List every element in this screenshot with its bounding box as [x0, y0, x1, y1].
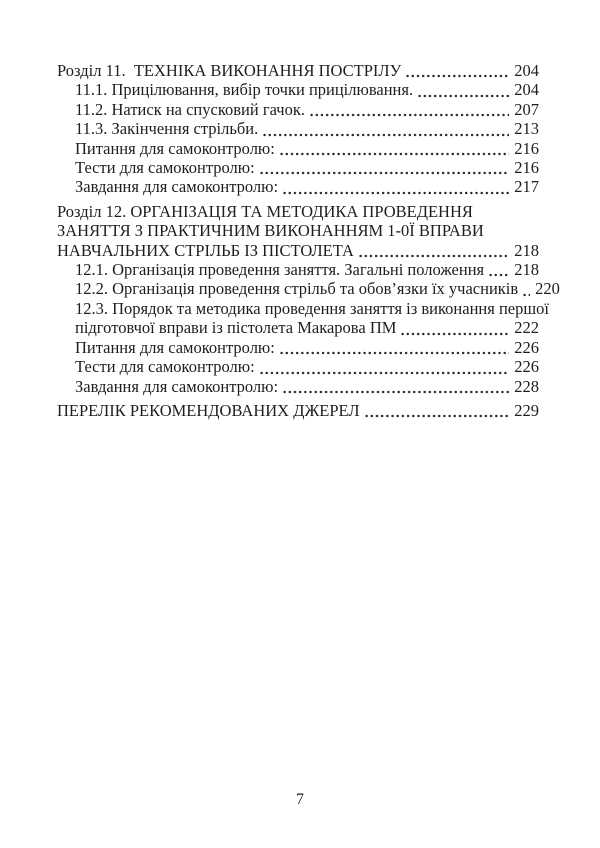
dot-leader	[282, 177, 509, 196]
entry-lines	[75, 279, 560, 299]
entry-lines	[75, 80, 539, 99]
toc-page-number: 216	[514, 138, 539, 158]
toc-page-number: 207	[514, 99, 539, 119]
toc-page-number: 218	[514, 260, 539, 280]
toc-entry-last-line	[75, 357, 539, 376]
toc-entry-last-line	[75, 260, 539, 279]
toc-page-number: 204	[514, 61, 539, 80]
toc-entry-title: 12.1. Організація проведення заняття. Загальні положення	[75, 260, 485, 280]
toc-page-number: 220	[535, 279, 560, 299]
dot-leader	[259, 357, 510, 376]
toc-entry-last-line	[75, 139, 539, 158]
toc-entry-last-line	[75, 338, 539, 357]
toc-entry-line: Розділ 12. ОРГАНІЗАЦІЯ ТА МЕТОДИКА ПРОВЕДЕННЯ	[57, 201, 473, 221]
entry-lines	[75, 338, 539, 357]
toc-entry-title: Тести для самоконтролю:	[75, 158, 255, 178]
dot-leader	[279, 338, 509, 357]
toc-entry	[57, 298, 549, 338]
toc-entry-last-line	[57, 61, 539, 80]
toc-page-number: 228	[514, 376, 539, 396]
toc-entry-last-line	[75, 279, 560, 299]
dot-leader	[279, 139, 509, 158]
toc-entry	[57, 158, 539, 177]
toc-entry-title: підготовчої вправи із пістолета Макарова ПМ	[75, 318, 397, 338]
toc-page-number: 218	[514, 240, 539, 260]
toc-entry	[57, 80, 539, 99]
entry-lines	[57, 61, 539, 80]
toc-entry-title: Питання для самоконтролю:	[75, 138, 275, 158]
toc-entry-last-line	[75, 100, 539, 119]
toc-entry-title: Тести для самоконтролю:	[75, 357, 255, 377]
dot-leader	[358, 241, 509, 260]
dot-leader	[488, 260, 509, 279]
toc-entry-last-line	[75, 318, 539, 337]
entry-lines	[75, 357, 539, 376]
toc-entry-title: Розділ 11. ТЕХНІКА ВИКОНАННЯ ПОСТРІЛУ	[57, 61, 402, 80]
toc-entry	[57, 139, 539, 158]
entry-lines	[75, 260, 539, 279]
toc-entry-title: 11.3. Закінчення стрільби.	[75, 119, 259, 139]
toc-entry-title: Завдання для самоконтролю:	[75, 177, 279, 197]
toc-entry-line: 12.3. Порядок та методика проведення заняття із виконання першої	[75, 298, 549, 318]
toc-entry-last-line	[57, 241, 539, 260]
entry-lines	[75, 100, 539, 119]
toc-entry-last-line	[75, 119, 539, 138]
toc-entry-title: Питання для самоконтролю:	[75, 337, 275, 357]
toc-entry	[57, 119, 539, 138]
toc-entry-last-line	[75, 177, 539, 196]
dot-leader	[262, 119, 509, 138]
toc-entry	[57, 401, 539, 420]
toc-entry	[57, 260, 539, 279]
toc-entry-title: 11.1. Прицілювання, вибір точки прицілювання.	[75, 80, 414, 100]
dot-leader	[282, 377, 509, 396]
dot-leader	[364, 401, 510, 420]
toc-entry	[57, 202, 539, 260]
entry-lines	[57, 202, 539, 260]
toc-page-number: 222	[514, 318, 539, 338]
entry-lines	[75, 139, 539, 158]
toc-entry-last-line	[57, 401, 539, 420]
entry-lines	[75, 177, 539, 196]
toc-entry-line: ЗАНЯТТЯ З ПРАКТИЧНИМ ВИКОНАННЯМ 1-0Ї ВПРАВИ	[57, 221, 484, 241]
toc-page-number: 217	[514, 177, 539, 197]
entry-lines	[75, 158, 539, 177]
dot-leader	[522, 279, 530, 298]
toc-entry	[57, 357, 539, 376]
dot-leader	[309, 100, 509, 119]
toc-entry-last-line	[75, 377, 539, 396]
dot-leader	[405, 61, 509, 80]
dot-leader	[417, 80, 509, 99]
toc-page-number: 226	[514, 357, 539, 377]
toc-page-number: 226	[514, 337, 539, 357]
toc-page-number: 216	[514, 158, 539, 178]
dot-leader	[400, 318, 509, 337]
dot-leader	[259, 158, 510, 177]
toc-entry	[57, 279, 560, 299]
table-of-contents	[57, 61, 560, 420]
toc-page-number: 213	[514, 119, 539, 139]
toc-entry	[57, 100, 539, 119]
entry-lines	[75, 377, 539, 396]
entry-lines	[75, 119, 539, 138]
entry-lines	[75, 298, 549, 338]
toc-entry	[57, 338, 539, 357]
toc-entry-title: 11.2. Натиск на спусковий гачок.	[75, 99, 305, 119]
toc-entry-title: ПЕРЕЛІК РЕКОМЕНДОВАНИХ ДЖЕРЕЛ	[57, 400, 360, 420]
toc-entry-last-line	[75, 80, 539, 99]
footer-page-number: 7	[296, 791, 304, 808]
toc-entry-title: НАВЧАЛЬНИХ СТРІЛЬБ ІЗ ПІСТОЛЕТА	[57, 240, 354, 260]
entry-lines	[57, 401, 539, 420]
toc-page-number: 204	[514, 80, 539, 100]
toc-page-number: 229	[514, 400, 539, 420]
toc-entry-last-line	[75, 158, 539, 177]
toc-entry-title: 12.2. Організація проведення стрільб та обов’язки їх учасників	[75, 279, 519, 299]
toc-entry	[57, 377, 539, 396]
toc-entry	[57, 177, 539, 196]
toc-entry	[57, 61, 539, 80]
toc-entry-title: Завдання для самоконтролю:	[75, 376, 279, 396]
